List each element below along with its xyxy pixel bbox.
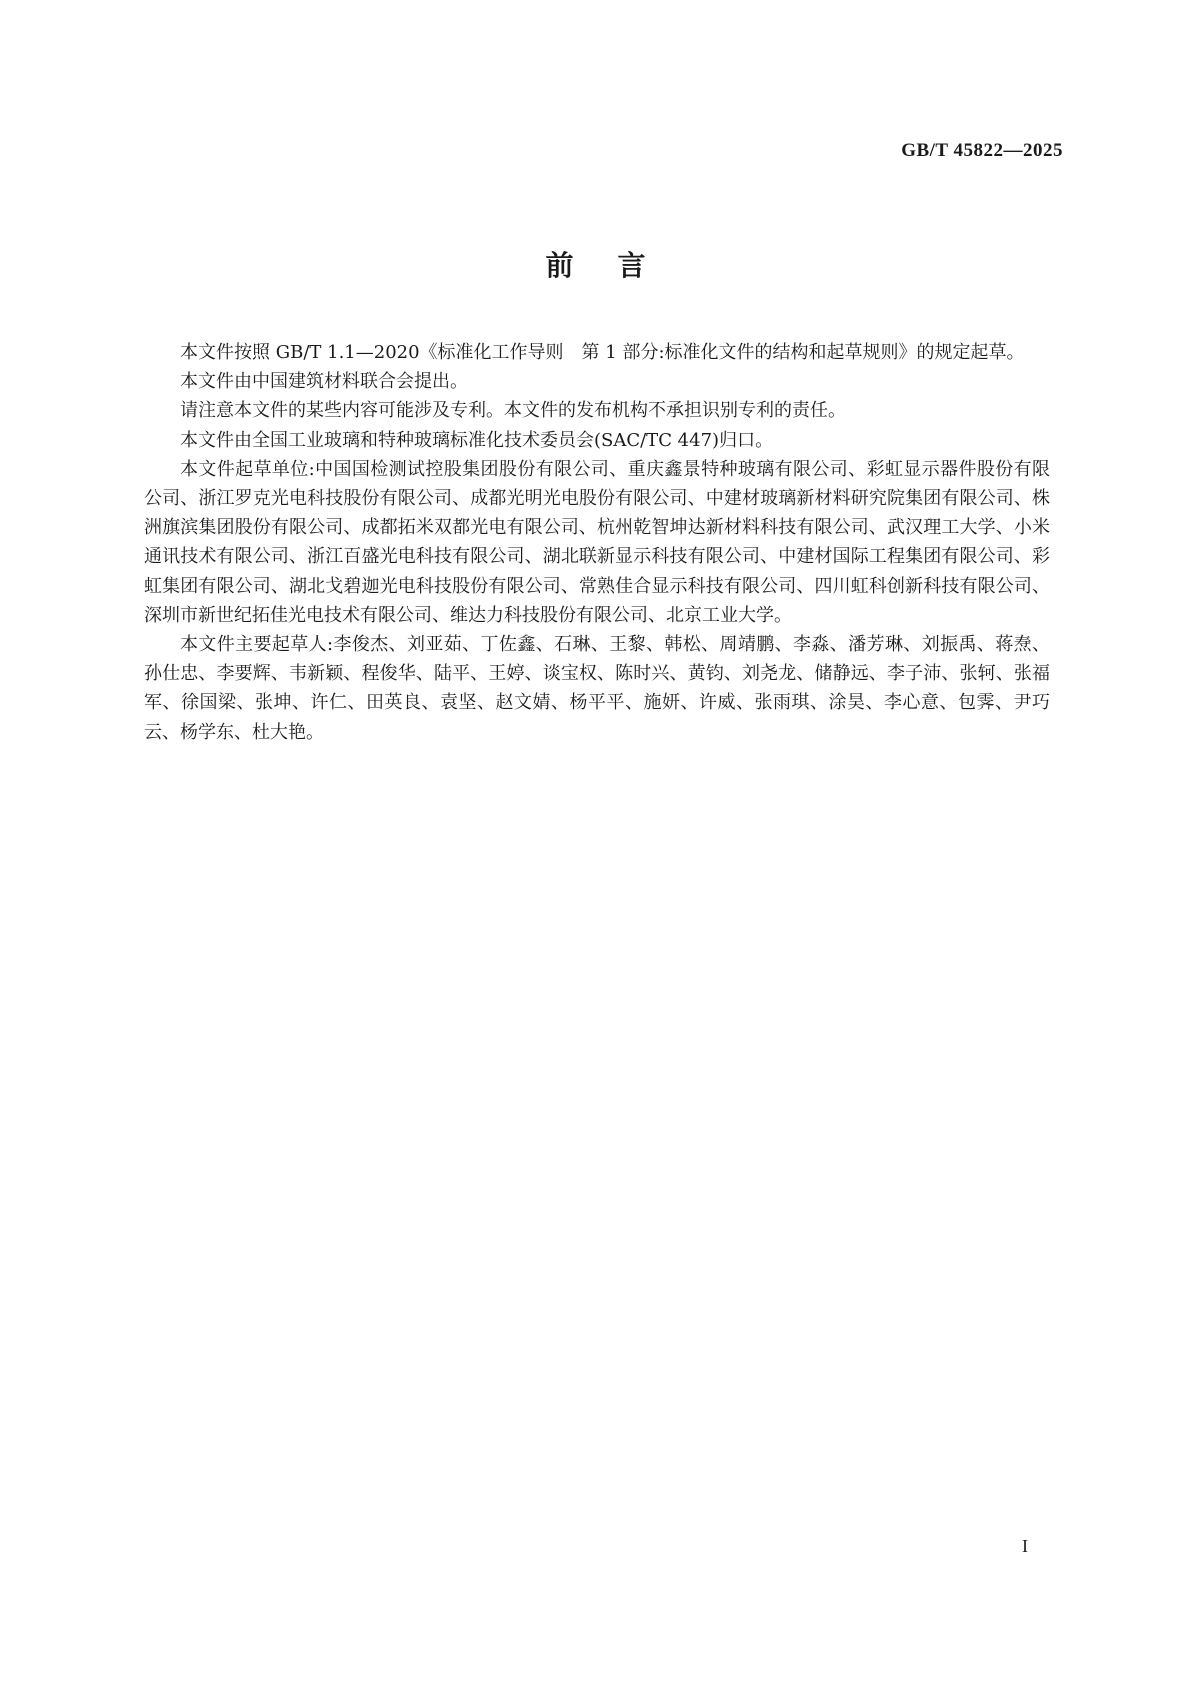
page-number: I (1022, 1536, 1028, 1556)
paragraph-drafting-rules: 本文件按照 GB/T 1.1—2020《标准化工作导则 第 1 部分:标准化文件的结构和起草规则》的规定起草。 (180, 342, 1025, 363)
page-title: 前言 (545, 249, 690, 282)
paragraph-drafters: 本文件主要起草人:李俊杰、刘亚茹、丁佐鑫、石琳、王黎、韩松、周靖鹏、李淼、潘芳琳、刘振禹、蒋焘、孙仕忠、李要辉、韦新颖、程俊华、陆平、王婷、谈宝权、陈时兴、黄钧、刘尧龙、储静远、李子沛、张轲、张福军、徐国梁、张坤、许仁、田英良、袁坚、赵文婧、杨平平、施妍、许威、张雨琪、涂昊、李心意、包霁、尹巧云、杨学东、杜大艳。 (144, 634, 1050, 743)
paragraph-drafting-units: 本文件起草单位:中国国检测试控股集团股份有限公司、重庆鑫景特种玻璃有限公司、彩虹显示器件股份有限公司、浙江罗克光电科技股份有限公司、成都光明光电股份有限公司、中建材玻璃新材料研究院集团有限公司、株洲旗滨集团股份有限公司、成都拓米双都光电有限公司、杭州乾智坤达新材料科技有限公司、武汉理工大学、小米通讯技术有限公司、浙江百盛光电科技有限公司、湖北联新显示科技有限公司、中建材国际工程集团有限公司、彩虹集团有限公司、湖北戈碧迦光电科技股份有限公司、常熟佳合显示科技有限公司、四川虹科创新科技有限公司、深圳市新世纪拓佳光电技术有限公司、维达力科技股份有限公司、北京工业大学。 (144, 458, 1050, 626)
paragraph-proposer: 本文件由中国建筑材料联合会提出。 (180, 371, 468, 393)
paragraph-committee: 本文件由全国工业玻璃和特种玻璃标准化技术委员会(SAC/TC 447)归口。 (180, 429, 774, 451)
foreword-body (144, 338, 1050, 747)
paragraph-patent-notice: 请注意本文件的某些内容可能涉及专利。本文件的发布机构不承担识别专利的责任。 (180, 400, 846, 422)
standard-code: GB/T 45822—2025 (901, 140, 1063, 161)
